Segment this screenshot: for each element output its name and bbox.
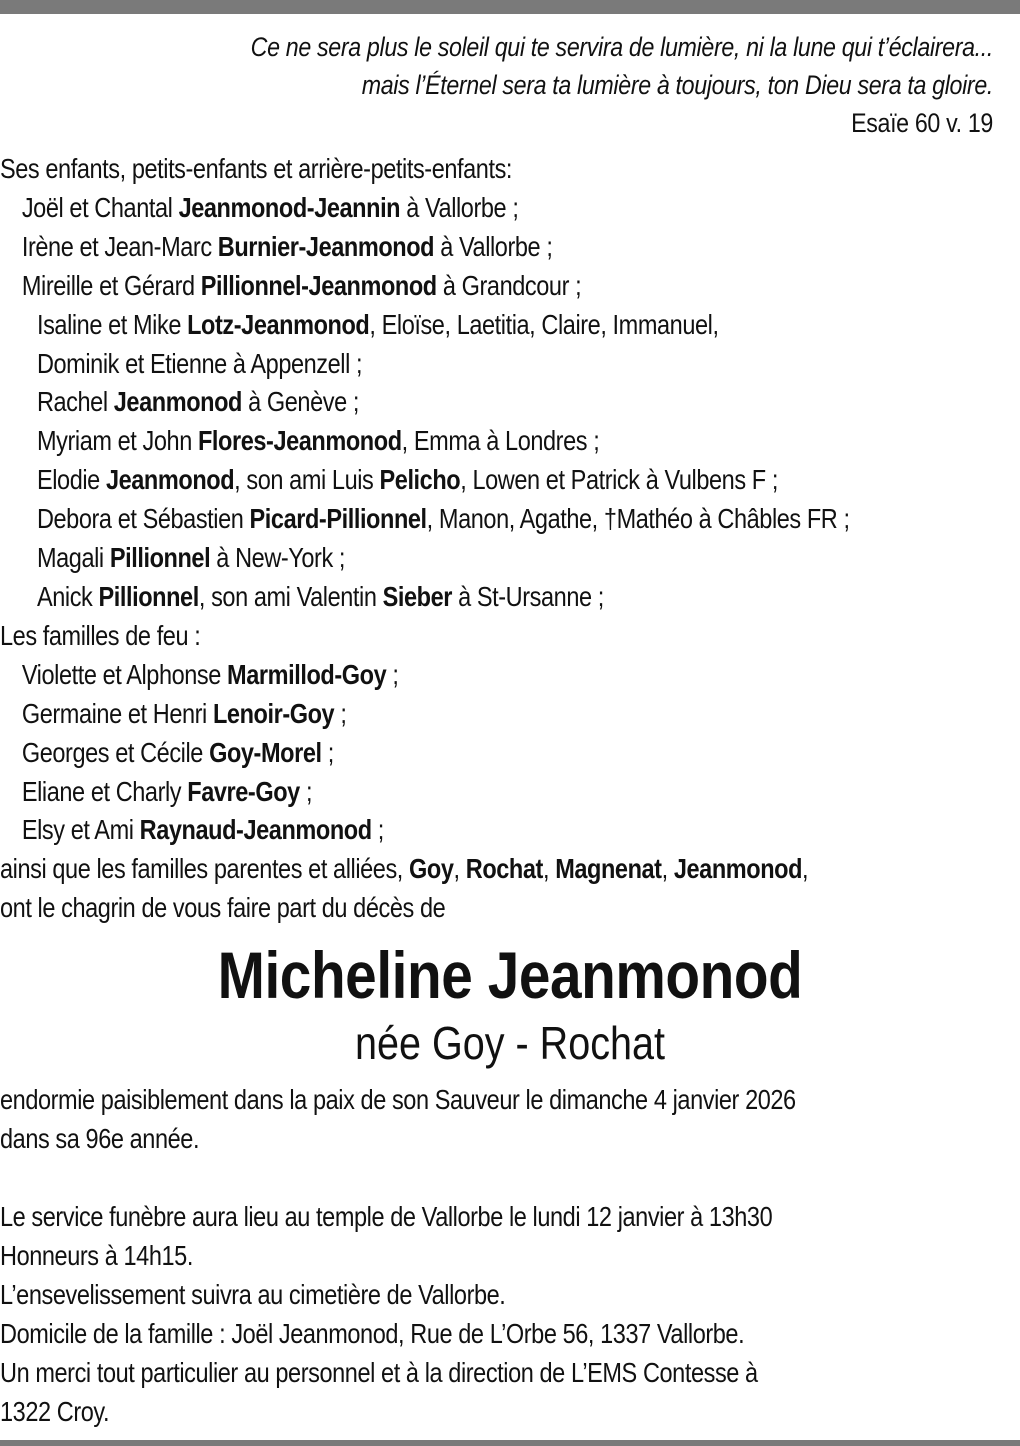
quote-reference: Esaïe 60 v. 19	[851, 108, 993, 138]
top-rule	[0, 0, 1020, 14]
grandchild-line: Anick Pillionnel, son ami Valentin Sieber à St-Ursanne ;	[36, 580, 604, 612]
spacer	[0, 1158, 857, 1197]
child-line: Mireille et Gérard Pillionnel-Jeanmonod à Grandcour ;	[21, 269, 582, 301]
thanks-line-2: 1322 Croy.	[0, 1396, 110, 1427]
passing-line-2: dans sa 96e année.	[0, 1123, 200, 1154]
bottom-rule	[0, 1440, 1020, 1446]
late-family-line: Eliane et Charly Favre-Goy ;	[21, 775, 313, 807]
burial-line: L’ensevelissement suivra au cimetière de Vallorbe.	[0, 1279, 506, 1310]
family-heading: Ses enfants, petits-enfants et arrière-petits-enfants:	[0, 153, 513, 184]
grandchild-line: Isaline et Mike Lotz-Jeanmonod, Eloïse, Laetitia, Claire, Immanuel,	[36, 308, 719, 340]
family-list	[0, 150, 857, 928]
honours-line: Honneurs à 14h15.	[0, 1240, 193, 1271]
late-family-line: Violette et Alphonse Marmillod-Goy ;	[21, 658, 399, 690]
grandchild-line: Debora et Sébastien Picard-Pillionnel, Manon, Agathe, †Mathéo à Châbles FR ;	[36, 503, 850, 535]
details-block	[0, 1080, 857, 1431]
passing-line-1: endormie paisiblement dans la paix de son Sauveur le dimanche 4 janvier 2026	[0, 1084, 796, 1115]
grandchild-line: Elodie Jeanmonod, son ami Luis Pelicho, Lowen et Patrick à Vulbens F ;	[36, 464, 778, 496]
domicile-line: Domicile de la famille : Joël Jeanmonod, Rue de L’Orbe 56, 1337 Vallorbe.	[0, 1318, 745, 1349]
late-family-line: Germaine et Henri Lenoir-Goy ;	[21, 697, 347, 729]
maiden-name: née Goy - Rochat	[354, 1017, 666, 1069]
grandchild-line: Magali Pillionnel à New-York ;	[36, 542, 346, 574]
child-line: Joël et Chantal Jeanmonod-Jeannin à Vallorbe ;	[21, 191, 519, 223]
allied-families-line: ainsi que les familles parentes et alliées, Goy, Rochat, Magnenat, Jeanmonod,	[0, 853, 809, 885]
bible-quote	[139, 28, 993, 142]
quote-line-2: mais l’Éternel sera ta lumière à toujours, ton Dieu sera ta gloire.	[361, 70, 994, 100]
announcement-line: ont le chagrin de vous faire part du décès de	[0, 892, 446, 924]
thanks-line-1: Un merci tout particulier au personnel et à la direction de L’EMS Contesse à	[0, 1357, 758, 1388]
child-line: Irène et Jean-Marc Burnier-Jeanmonod à Vallorbe ;	[21, 230, 553, 262]
deceased-block	[0, 935, 1020, 1069]
grandchild-line: Rachel Jeanmonod à Genève ;	[36, 386, 359, 418]
grandchild-line-cont: Dominik et Etienne à Appenzell ;	[36, 347, 363, 379]
quote-line-1: Ce ne sera plus le soleil qui te servira de lumière, ni la lune qui t’éclairera...	[250, 32, 994, 62]
service-line: Le service funèbre aura lieu au temple de Vallorbe le lundi 12 janvier à 13h30	[0, 1201, 773, 1232]
late-family-line: Elsy et Ami Raynaud-Jeanmonod ;	[21, 814, 384, 846]
grandchild-line: Myriam et John Flores-Jeanmonod, Emma à Londres ;	[36, 425, 600, 457]
late-families-heading: Les familles de feu :	[0, 619, 201, 651]
late-family-line: Georges et Cécile Goy-Morel ;	[21, 736, 334, 768]
deceased-name: Micheline Jeanmonod	[217, 938, 803, 1012]
